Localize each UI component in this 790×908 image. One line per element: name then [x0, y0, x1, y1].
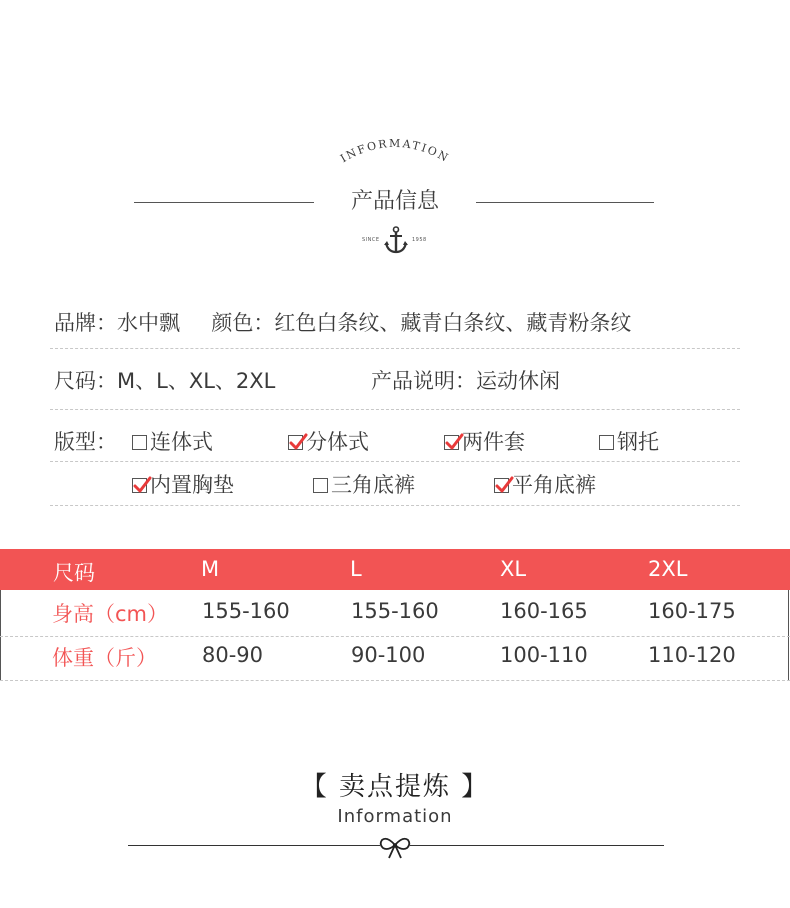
section-subtitle: Information [337, 806, 453, 827]
size-value: M、L、XL、2XL [117, 369, 276, 393]
section-title-product-info: 产品信息 [350, 189, 439, 214]
bottom-left-rule [128, 845, 380, 846]
header-xl: XL [500, 557, 527, 581]
row-head-height: 身高（cm） [52, 602, 169, 626]
brand-value: 水中飘 [117, 311, 180, 335]
option-triangle-bottom[interactable] [313, 469, 415, 499]
section-title-selling-points: 【 卖点提炼 】 [300, 772, 490, 802]
checkbox-icon [313, 478, 328, 493]
header-size: 尺码 [53, 561, 95, 585]
style-label: 版型： [54, 430, 117, 454]
brand-color-row [54, 307, 631, 337]
table-cell: 110-120 [648, 643, 736, 667]
table-cell: 155-160 [351, 599, 439, 623]
row-divider [50, 348, 740, 349]
checkbox-checked-icon [132, 478, 147, 493]
svg-text:INFORMATION: INFORMATION [338, 136, 452, 166]
color-label: 颜色： [211, 311, 275, 335]
year-label: 1958 [412, 237, 427, 243]
bottom-right-rule [410, 845, 664, 846]
title-right-rule [476, 202, 654, 203]
header-l: L [350, 557, 362, 581]
row-divider [50, 409, 740, 410]
size-desc-row [54, 365, 275, 395]
brand-label: 品牌： [54, 311, 117, 335]
table-cell: 160-165 [500, 599, 588, 623]
checkbox-icon [599, 435, 614, 450]
table-cell: 90-100 [351, 643, 426, 667]
table-cell: 100-110 [500, 643, 588, 667]
header-2xl: 2XL [648, 557, 688, 581]
option-built-in-pad[interactable] [132, 469, 234, 499]
bow-icon [378, 835, 412, 861]
option-boyshort-bottom[interactable] [494, 469, 596, 499]
table-cell: 160-175 [648, 599, 736, 623]
option-two-piece[interactable] [444, 426, 525, 456]
size-label: 尺码： [54, 369, 117, 393]
desc-value: 运动休闲 [476, 369, 560, 393]
table-cell: 80-90 [202, 643, 264, 667]
table-row-divider [0, 680, 790, 681]
anchor-icon [384, 226, 408, 254]
row-divider [50, 461, 740, 462]
option-label: 钢托 [617, 430, 659, 454]
checkbox-checked-icon [288, 435, 303, 450]
option-label: 平角底裤 [512, 473, 596, 497]
desc-label: 产品说明： [371, 369, 476, 393]
option-split[interactable] [288, 426, 369, 456]
product-desc [371, 365, 560, 395]
color-value: 红色白条纹、藏青白条纹、藏青粉条纹 [274, 311, 632, 335]
option-underwire[interactable] [599, 426, 659, 456]
option-one-piece[interactable] [132, 426, 213, 456]
header-m: M [201, 557, 220, 581]
since-1958-emblem [356, 226, 436, 256]
checkbox-icon [132, 435, 147, 450]
title-left-rule [134, 202, 314, 203]
option-label: 分体式 [306, 430, 369, 454]
since-label: SINCE [362, 237, 380, 243]
option-label: 三角底裤 [331, 473, 415, 497]
option-label: 内置胸垫 [150, 473, 234, 497]
option-label: 两件套 [462, 430, 525, 454]
checkbox-checked-icon [444, 435, 459, 450]
row-head-weight: 体重（斤） [52, 646, 157, 670]
size-table-header [0, 549, 790, 590]
checkbox-checked-icon [494, 478, 509, 493]
table-row-divider [0, 636, 790, 637]
row-divider [50, 505, 740, 506]
option-label: 连体式 [150, 430, 213, 454]
table-cell: 155-160 [202, 599, 290, 623]
information-arc-text [325, 128, 465, 176]
